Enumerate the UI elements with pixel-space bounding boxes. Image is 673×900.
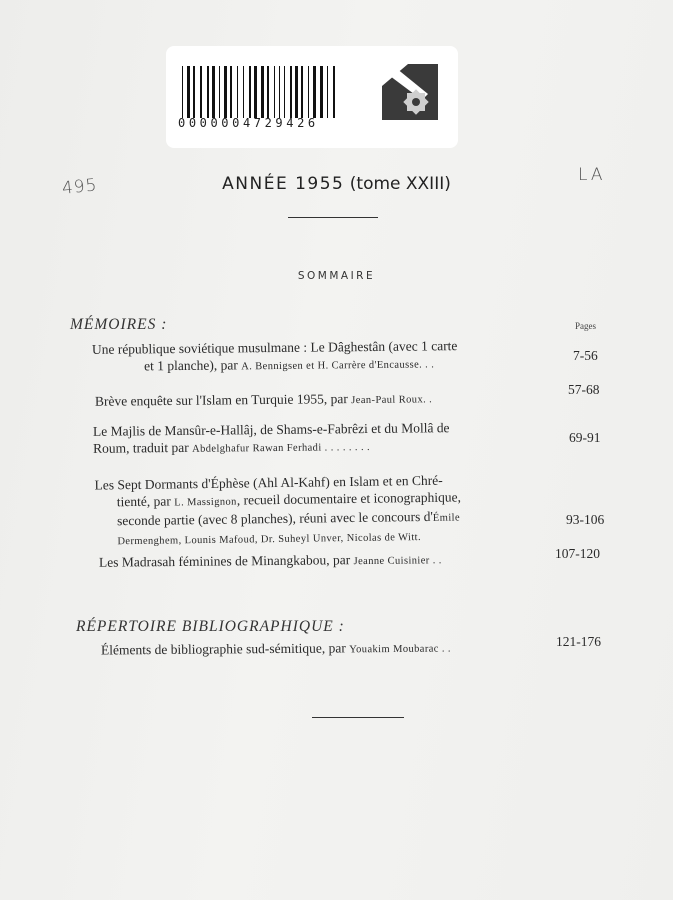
entry-4-text-3: seconde partie (avec 8 planches), réuni avec le concours d' [117,508,433,529]
entry-3-text: Roum, traduit par [93,439,193,456]
toc-entry-6 [101,638,451,660]
entry-1-line-2 [92,354,458,377]
tome-label: (tome XXIII) [349,174,451,194]
entry-5-line-1 [99,550,442,573]
entry-6-pages: 121-176 [556,634,601,649]
entry-3-author: Abdelghafur Rawan Ferhadi . . . . . . . . [192,441,371,455]
toc-entry-3 [93,419,450,459]
entry-5-pages: 107-120 [555,546,600,561]
entry-1-text: et 1 planche), par [144,357,242,374]
entry-4-text-rest: , recueil documentaire et iconographique, [236,489,462,508]
entry-4-authors: Dermenghem, Lounis Mafoud, Dr. Suheyl Unver, Nicolas de Witt. [117,532,422,548]
entry-2-author: Jean-Paul Roux. . [351,394,433,407]
entry-5-text: Les Madrasah féminines de Minangkabou, par [98,552,354,570]
entry-4-author-3: Émile [432,512,461,524]
toc-entry-2 [95,389,432,412]
entry-4-pages: 93-106 [566,512,605,527]
entry-3-line-1: Le Majlis de Mansûr-e-Hallâj, de Shams-e-Fabrêzi et du Mollâ de [92,420,450,439]
entry-4-line-1: Les Sept Dormants d'Éphèse (Ahl Al-Kahf) en Islam et en Chré- [94,472,443,493]
toc-entry-5 [99,550,442,573]
entry-6-line-1 [101,638,451,660]
toc-entry-1 [92,337,458,377]
entry-1-line-1: Une république soviétique musulmane : Le Dâghestân (avec 1 carte [91,338,458,357]
entry-2-line-1 [95,389,432,412]
entry-2-pages: 57-68 [568,382,600,397]
library-emblem-icon [382,64,438,120]
pages-column-heading: Pages [575,321,596,331]
handwritten-number: 495 [61,175,99,199]
entry-3-line-2 [93,436,450,459]
entry-6-author: Youakim Moubarac . . [349,643,451,656]
barcode-label [166,46,458,148]
entry-4-line-4 [95,526,461,550]
sommaire-heading: SOMMAIRE [297,270,376,282]
entry-1-author: A. Bennigsen et H. Carrère d'Encausse. . . [241,359,435,373]
entry-2-text: Brève enquête sur l'Islam en Turquie 1955, par [94,391,352,409]
entry-4-author: L. Massignon [174,496,237,509]
handwritten-initials: LA [578,165,606,185]
entry-6-text: Éléments de bibliographie sud-sémitique, par [100,640,350,658]
entry-5-author: Jeanne Cuisinier . . [353,555,442,568]
toc-entry-4 [95,471,462,550]
page-title [0,174,673,194]
repertoire-heading: RÉPERTOIRE BIBLIOGRAPHIQUE : [76,618,345,635]
title-rule [288,217,378,218]
year-label: ANNÉE 1955 [222,174,345,194]
memoires-heading: MÉMOIRES : [70,316,168,333]
barcode-number: 0000004729426 [178,116,319,130]
footer-rule [312,717,404,718]
barcode [180,66,370,118]
entry-3-pages: 69-91 [569,430,601,445]
entry-1-pages: 7-56 [573,348,598,363]
entry-4-text: tienté, par [116,493,175,510]
